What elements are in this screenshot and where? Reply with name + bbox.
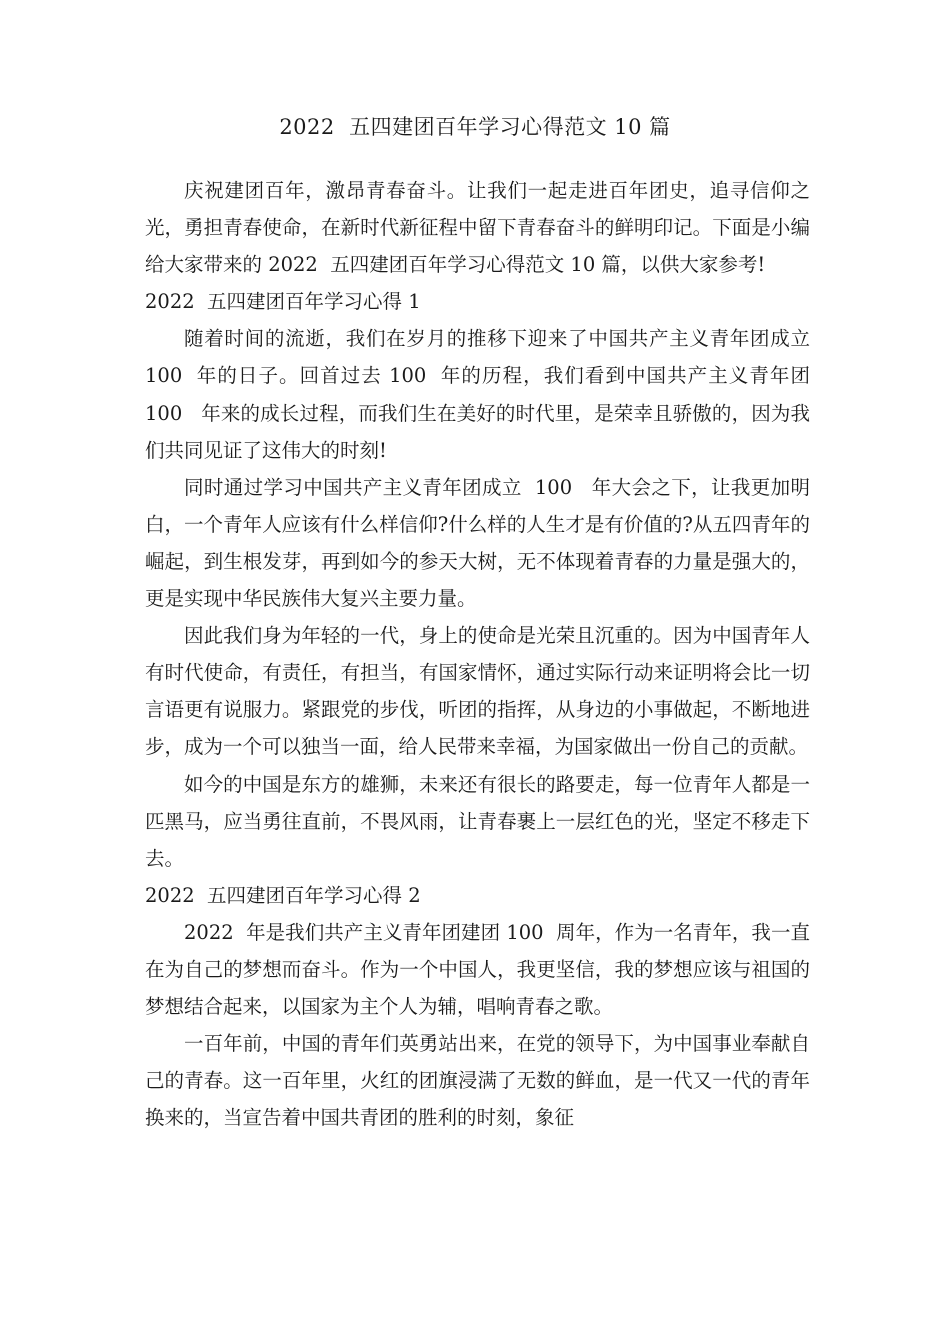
section-2-paragraph-1: 2022 年是我们共产主义青年团建团 100 周年，作为一名青年，我一直在为自己的梦想而奋斗。作为一个中国人，我更坚信，我的梦想应该与祖国的梦想结合起来，以国家为主个人为辅，唱响青春之歌。 xyxy=(145,920,810,1019)
document-title: 2022 五四建团百年学习心得范文 10 篇 xyxy=(279,115,671,139)
section-1-paragraph-2: 同时通过学习中国共产主义青年团成立 100 年大会之下，让我更加明白，一个青年人应该有什么样信仰?什么样的人生才是有价值的?从五四青年的崛起，到生根发芽，再到如今的参天大树，无不体现着青春的力量是强大的，更是实现中华民族伟大复兴主要力量。 xyxy=(145,475,810,611)
section-heading-1: 2022 五四建团百年学习心得 1 xyxy=(145,290,421,314)
document-body xyxy=(145,172,823,1136)
section-1-paragraph-4: 如今的中国是东方的雄狮，未来还有很长的路要走，每一位青年人都是一匹黑马，应当勇往直前，不畏风雨，让青春裹上一层红色的光，坚定不移走下去。 xyxy=(145,772,810,870)
section-2-paragraph-2: 一百年前，中国的青年们英勇站出来，在党的领导下，为中国事业奉献自己的青春。这一百年里，火红的团旗浸满了无数的鲜血，是一代又一代的青年换来的，当宣告着中国共青团的胜利的时刻，象征 xyxy=(145,1032,810,1130)
section-heading-2: 2022 五四建团百年学习心得 2 xyxy=(145,883,421,907)
section-1-paragraph-3: 因此我们身为年轻的一代，身上的使命是光荣且沉重的。因为中国青年人有时代使命，有责任，有担当，有国家情怀，通过实际行动来证明将会比一切言语更有说服力。紧跟党的步伐，听团的指挥，从身边的小事做起，不断地进步，成为一个可以独当一面，给人民带来幸福，为国家做出一份自己的贡献。 xyxy=(145,624,810,759)
section-1-paragraph-1: 随着时间的流逝，我们在岁月的推移下迎来了中国共产主义青年团成立 100 年的日子。回首过去 100 年的历程，我们看到中国共产主义青年团 100 年来的成长过程，而我们生在美好的时代里，是荣幸且骄傲的，因为我们共同见证了这伟大的时刻! xyxy=(145,327,823,462)
intro-paragraph: 庆祝建团百年，激昂青春奋斗。让我们一起走进百年团史，追寻信仰之光，勇担青春使命，在新时代新征程中留下青春奋斗的鲜明印记。下面是小编给大家带来的 2022 五四建团百年学习心得范文 10 篇，以供大家参考! xyxy=(145,179,810,277)
